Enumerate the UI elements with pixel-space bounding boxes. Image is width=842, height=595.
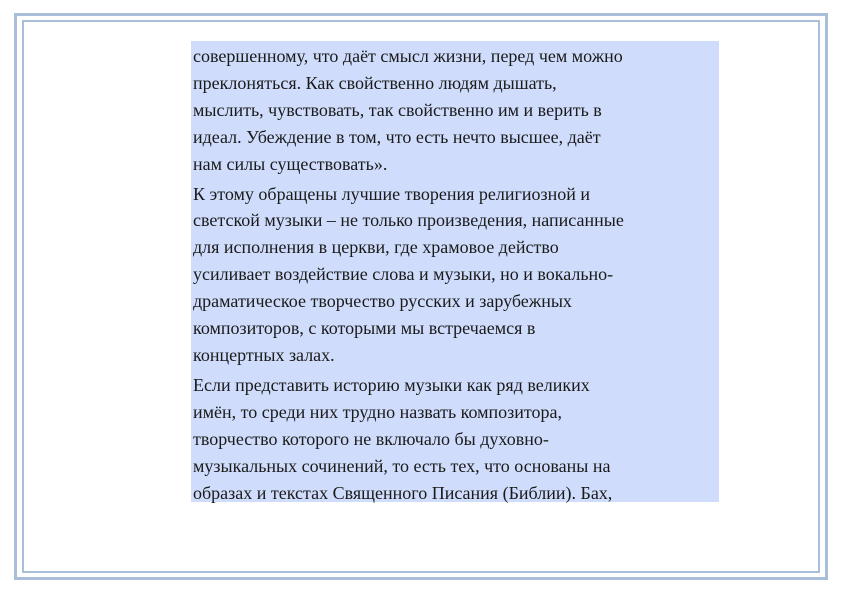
paragraph-2 (193, 181, 715, 369)
text-line: для исполнения в церкви, где храмовое действо (193, 237, 559, 258)
text-line: мыслить, чувствовать, так свойственно им и верить в (193, 99, 602, 120)
text-line: музыкальных сочинений, то есть тех, что основаны на (193, 455, 611, 476)
text-line: преклоняться. Как свойственно людям дышать, (193, 72, 557, 93)
text-line: имён, то среди них трудно назвать композитора, (193, 401, 563, 422)
text-line: драматическое творчество русских и зарубежных (193, 291, 572, 312)
text-line: светской музыки – не только произведения, написанные (193, 210, 624, 231)
text-line: Если представить историю музыки как ряд великих (193, 374, 590, 395)
text-line: образах и текстах Священного Писания (Библии). Бах, (193, 482, 613, 503)
text-block[interactable] (191, 41, 719, 502)
text-line: творчество которого не включало бы духовно- (193, 428, 549, 449)
paragraph-1 (193, 43, 715, 178)
text-line: усиливает воздействие слова и музыки, но и вокально- (193, 264, 614, 285)
text-line: нам силы существовать». (193, 153, 388, 174)
text-line: идеал. Убеждение в том, что есть нечто высшее, даёт (193, 126, 601, 147)
text-line: композиторов, с которыми мы встречаемся в (193, 318, 536, 339)
text-line: К этому обращены лучшие творения религиозной и (193, 183, 591, 204)
text-line: концертных залах. (193, 344, 335, 365)
text-line: совершенному, что даёт смысл жизни, перед чем можно (193, 46, 623, 66)
paragraph-3 (193, 372, 715, 507)
